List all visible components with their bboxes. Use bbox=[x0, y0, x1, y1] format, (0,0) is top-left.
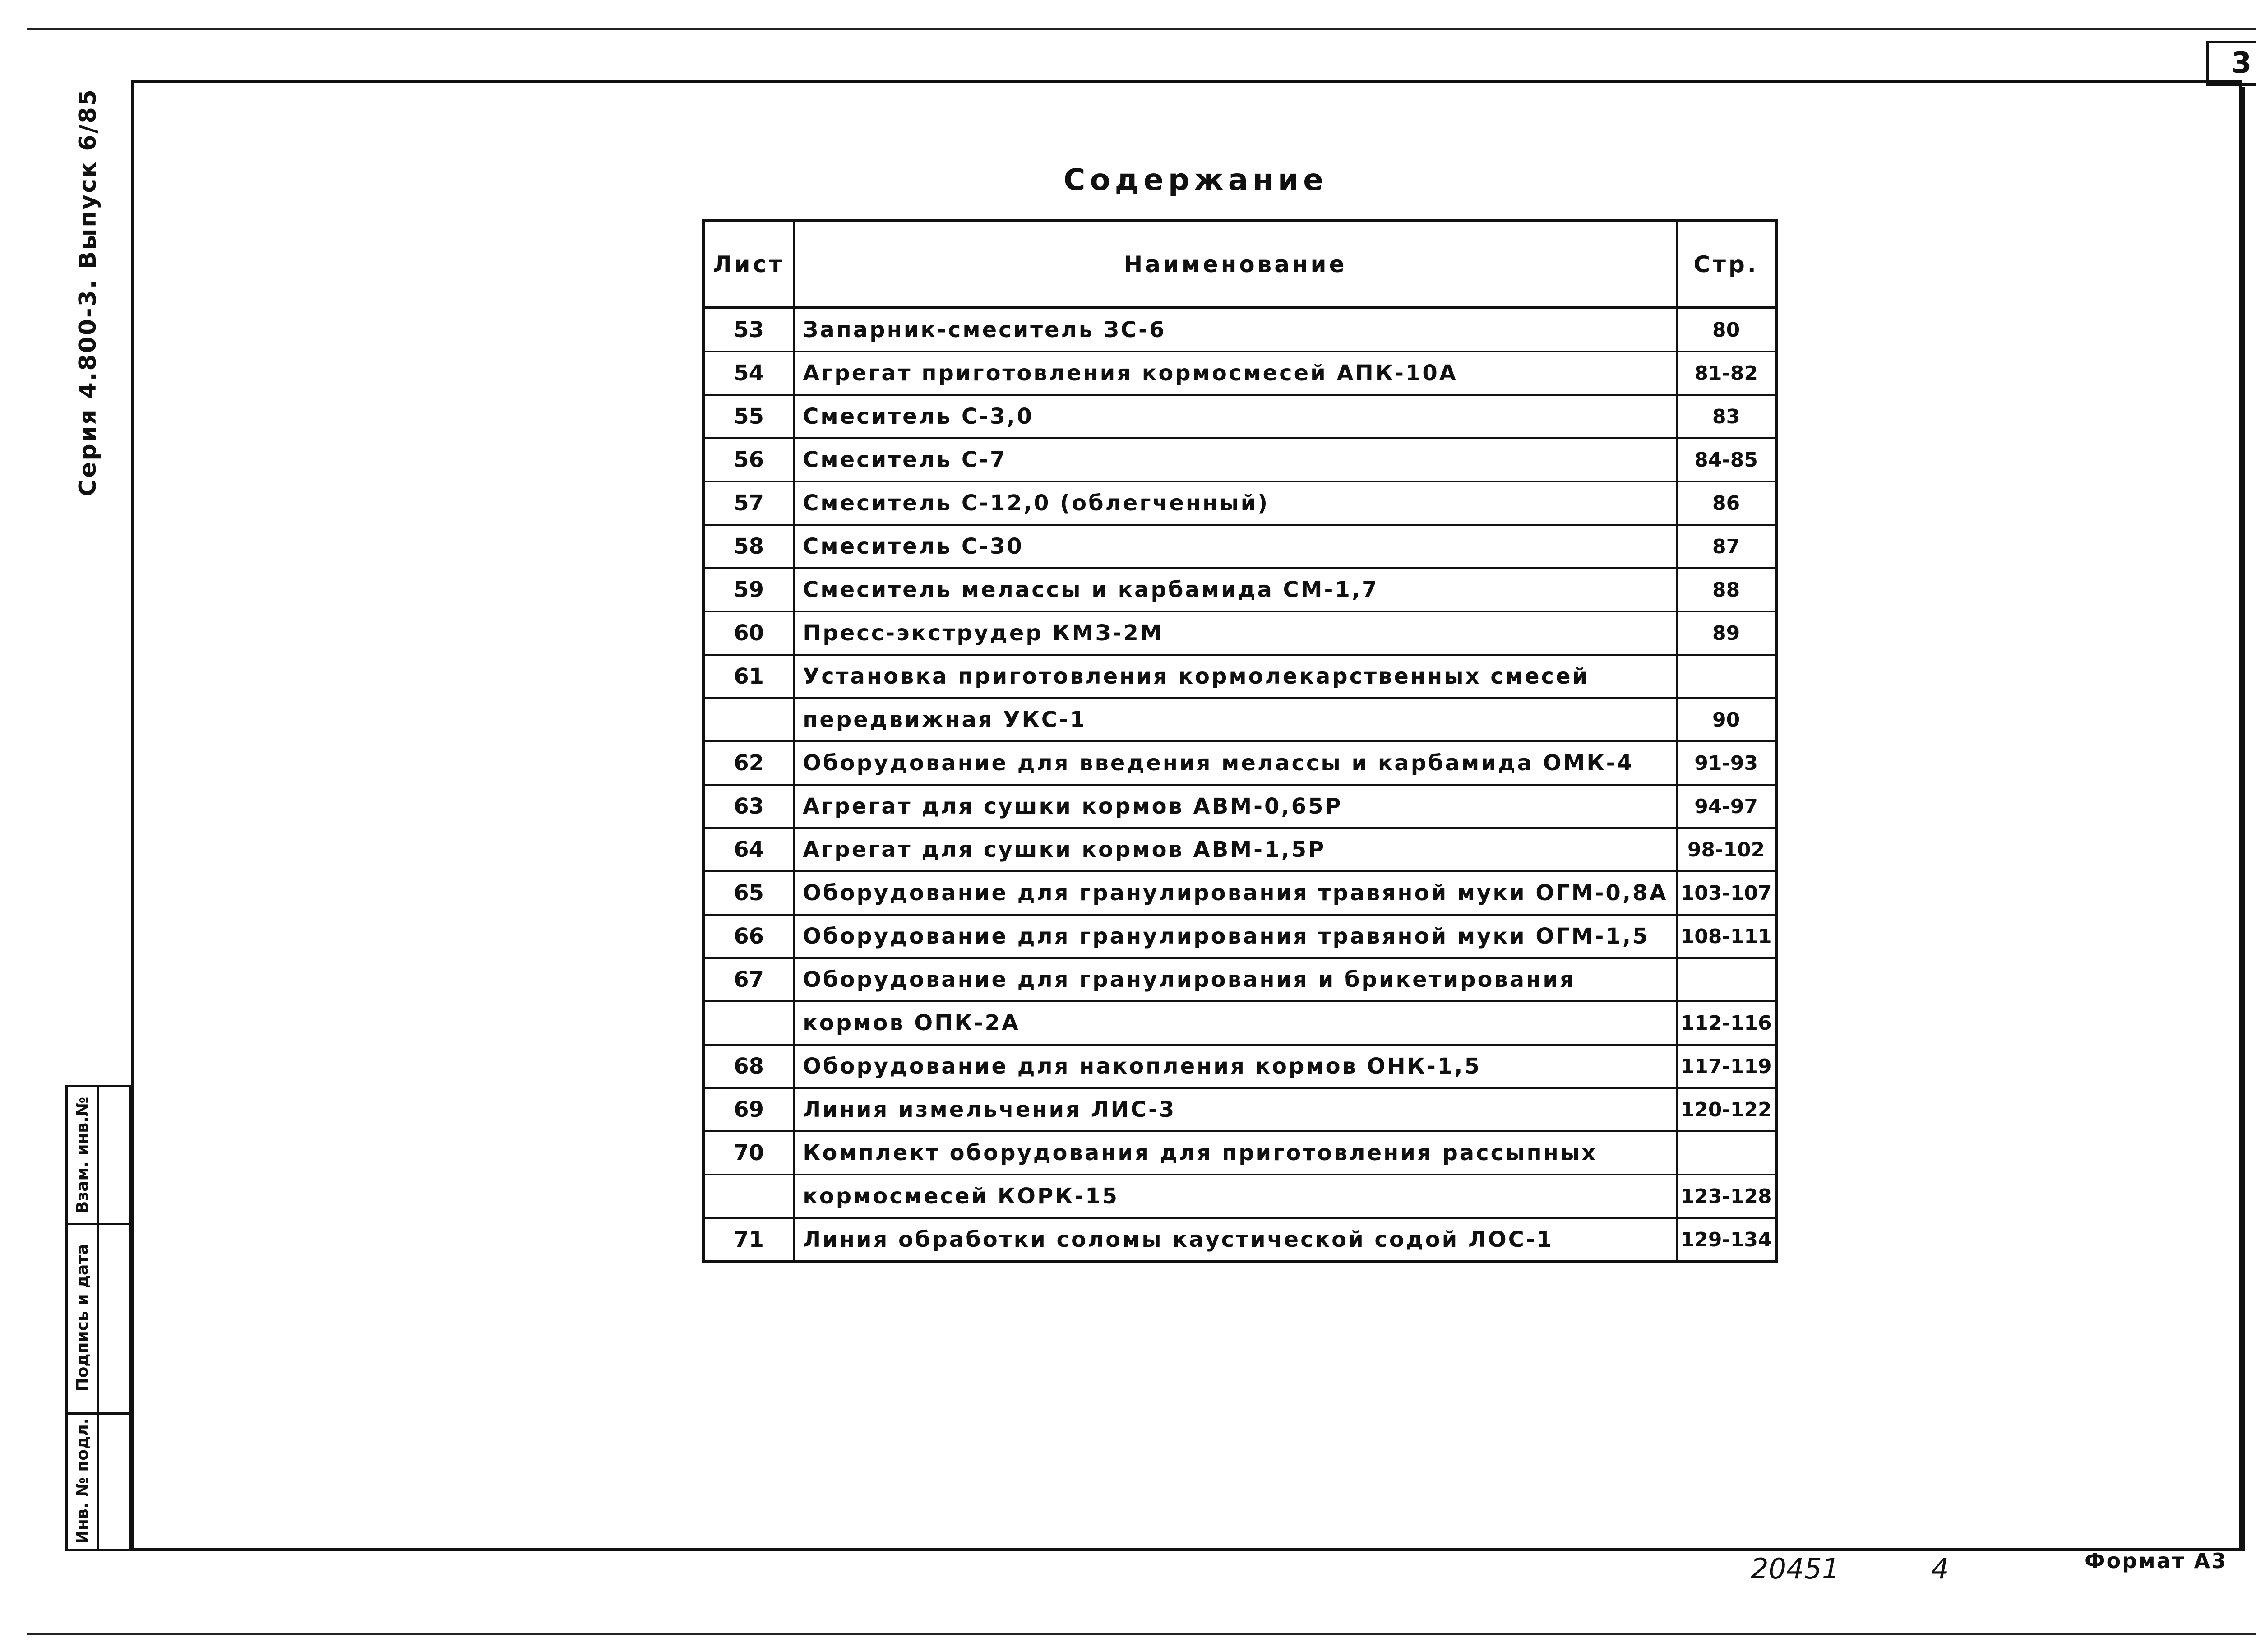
table-row bbox=[703, 828, 1776, 871]
table-row bbox=[703, 611, 1776, 655]
row-name: Пресс-экструдер КМЗ-2М bbox=[794, 611, 1677, 655]
page-number: 4 bbox=[1931, 1552, 1949, 1585]
table-row bbox=[703, 525, 1776, 568]
row-sheet: 66 bbox=[703, 915, 794, 958]
table-row bbox=[703, 481, 1776, 525]
row-name: передвижная УКС-1 bbox=[794, 698, 1677, 741]
row-page: 108-111 bbox=[1677, 915, 1776, 958]
row-name: Оборудование для гранулирования травяной муки ОГМ-0,8А bbox=[794, 871, 1677, 915]
table-row bbox=[703, 1001, 1776, 1045]
row-page: 88 bbox=[1677, 568, 1776, 611]
row-page: 117-119 bbox=[1677, 1045, 1776, 1088]
row-sheet: 55 bbox=[703, 395, 794, 438]
header-sheet: Лист bbox=[703, 221, 794, 308]
row-sheet: 65 bbox=[703, 871, 794, 915]
row-sheet: 57 bbox=[703, 481, 794, 525]
stamp-label-inventory: Инв. № подл. bbox=[73, 1418, 92, 1544]
row-sheet: 64 bbox=[703, 828, 794, 871]
table-row bbox=[703, 741, 1776, 785]
row-sheet: 56 bbox=[703, 438, 794, 481]
row-name: кормосмесей КОРК-15 bbox=[794, 1175, 1677, 1218]
row-page: 94-97 bbox=[1677, 785, 1776, 828]
row-name: Агрегат для сушки кормов АВМ-1,5Р bbox=[794, 828, 1677, 871]
row-page: 81-82 bbox=[1677, 352, 1776, 395]
row-page: 83 bbox=[1677, 395, 1776, 438]
header-name: Наименование bbox=[794, 221, 1677, 308]
row-page: 91-93 bbox=[1677, 741, 1776, 785]
table-row bbox=[703, 1088, 1776, 1131]
row-page: 112-116 bbox=[1677, 1001, 1776, 1045]
row-sheet: 59 bbox=[703, 568, 794, 611]
row-name: Смеситель С-3,0 bbox=[794, 395, 1677, 438]
table-row bbox=[703, 915, 1776, 958]
row-sheet: 62 bbox=[703, 741, 794, 785]
table-row bbox=[703, 655, 1776, 698]
row-sheet bbox=[703, 1001, 794, 1045]
table-row bbox=[703, 1131, 1776, 1175]
row-name: Установка приготовления кормолекарственных смесей bbox=[794, 655, 1677, 698]
row-page: 80 bbox=[1677, 308, 1776, 352]
row-name: Агрегат для сушки кормов АВМ-0,65Р bbox=[794, 785, 1677, 828]
row-page: 86 bbox=[1677, 481, 1776, 525]
row-page: 87 bbox=[1677, 525, 1776, 568]
stamp-cell-signature bbox=[68, 1223, 129, 1415]
stamp-label-replacement: Взам. инв.№ bbox=[73, 1097, 92, 1214]
inventory-number: 20451 bbox=[1751, 1552, 1840, 1585]
table-row bbox=[703, 785, 1776, 828]
row-name: Линия обработки соломы каустической содой ЛОС-1 bbox=[794, 1218, 1677, 1262]
row-page bbox=[1677, 655, 1776, 698]
side-series-label: Серия 4.800-3. Выпуск 6/85 bbox=[74, 88, 102, 496]
row-name: Оборудование для введения мелассы и карбамида ОМК-4 bbox=[794, 741, 1677, 785]
table-row bbox=[703, 1045, 1776, 1088]
row-name: Запарник-смеситель ЗС-6 bbox=[794, 308, 1677, 352]
row-page: 103-107 bbox=[1677, 871, 1776, 915]
paper-format: Формат А3 bbox=[2085, 1549, 2228, 1573]
row-name: Смеситель С-7 bbox=[794, 438, 1677, 481]
row-page: 129-134 bbox=[1677, 1218, 1776, 1262]
row-name: Смеситель С-12,0 (облегченный) bbox=[794, 481, 1677, 525]
row-name: Смеситель мелассы и карбамида СМ-1,7 bbox=[794, 568, 1677, 611]
row-name: Агрегат приготовления кормосмесей АПК-10А bbox=[794, 352, 1677, 395]
row-page: 123-128 bbox=[1677, 1175, 1776, 1218]
row-sheet bbox=[703, 698, 794, 741]
header-page: Стр. bbox=[1677, 221, 1776, 308]
row-page: 98-102 bbox=[1677, 828, 1776, 871]
table-row bbox=[703, 308, 1776, 352]
row-sheet: 63 bbox=[703, 785, 794, 828]
row-page: 89 bbox=[1677, 611, 1776, 655]
row-page: 84-85 bbox=[1677, 438, 1776, 481]
table-row bbox=[703, 395, 1776, 438]
row-sheet: 54 bbox=[703, 352, 794, 395]
row-sheet: 67 bbox=[703, 958, 794, 1001]
outer-trim-line-bottom bbox=[27, 1633, 2256, 1635]
row-name: Смеситель С-30 bbox=[794, 525, 1677, 568]
row-name: кормов ОПК-2А bbox=[794, 1001, 1677, 1045]
row-sheet bbox=[703, 1175, 794, 1218]
table-row bbox=[703, 1175, 1776, 1218]
row-page bbox=[1677, 958, 1776, 1001]
row-page bbox=[1677, 1131, 1776, 1175]
table-header-row bbox=[703, 221, 1776, 308]
row-sheet: 68 bbox=[703, 1045, 794, 1088]
drawing-frame-inner-line bbox=[2242, 87, 2245, 1551]
table-row bbox=[703, 568, 1776, 611]
page-title: Содержание bbox=[1063, 162, 1328, 197]
row-sheet: 60 bbox=[703, 611, 794, 655]
table-row bbox=[703, 1218, 1776, 1262]
table-row bbox=[703, 871, 1776, 915]
outer-trim-line-top bbox=[27, 28, 2256, 30]
stamp-cell-inventory bbox=[68, 1412, 129, 1549]
row-name: Оборудование для гранулирования и брикетирования bbox=[794, 958, 1677, 1001]
row-name: Оборудование для накопления кормов ОНК-1,5 bbox=[794, 1045, 1677, 1088]
contents-table bbox=[702, 219, 1778, 1263]
row-name: Линия измельчения ЛИС-3 bbox=[794, 1088, 1677, 1131]
table-row bbox=[703, 698, 1776, 741]
row-name: Оборудование для гранулирования травяной муки ОГМ-1,5 bbox=[794, 915, 1677, 958]
row-name: Комплект оборудования для приготовления рассыпных bbox=[794, 1131, 1677, 1175]
row-sheet: 69 bbox=[703, 1088, 794, 1131]
table-row bbox=[703, 958, 1776, 1001]
row-sheet: 70 bbox=[703, 1131, 794, 1175]
approval-stamp bbox=[65, 1085, 131, 1551]
table-row bbox=[703, 438, 1776, 481]
row-sheet: 58 bbox=[703, 525, 794, 568]
row-sheet: 71 bbox=[703, 1218, 794, 1262]
table-row bbox=[703, 352, 1776, 395]
stamp-cell-replacement bbox=[68, 1087, 129, 1225]
sheet-number: 3 bbox=[2206, 41, 2256, 86]
row-page: 90 bbox=[1677, 698, 1776, 741]
stamp-label-signature: Подпись и дата bbox=[73, 1244, 92, 1392]
row-sheet: 53 bbox=[703, 308, 794, 352]
row-sheet: 61 bbox=[703, 655, 794, 698]
row-page: 120-122 bbox=[1677, 1088, 1776, 1131]
